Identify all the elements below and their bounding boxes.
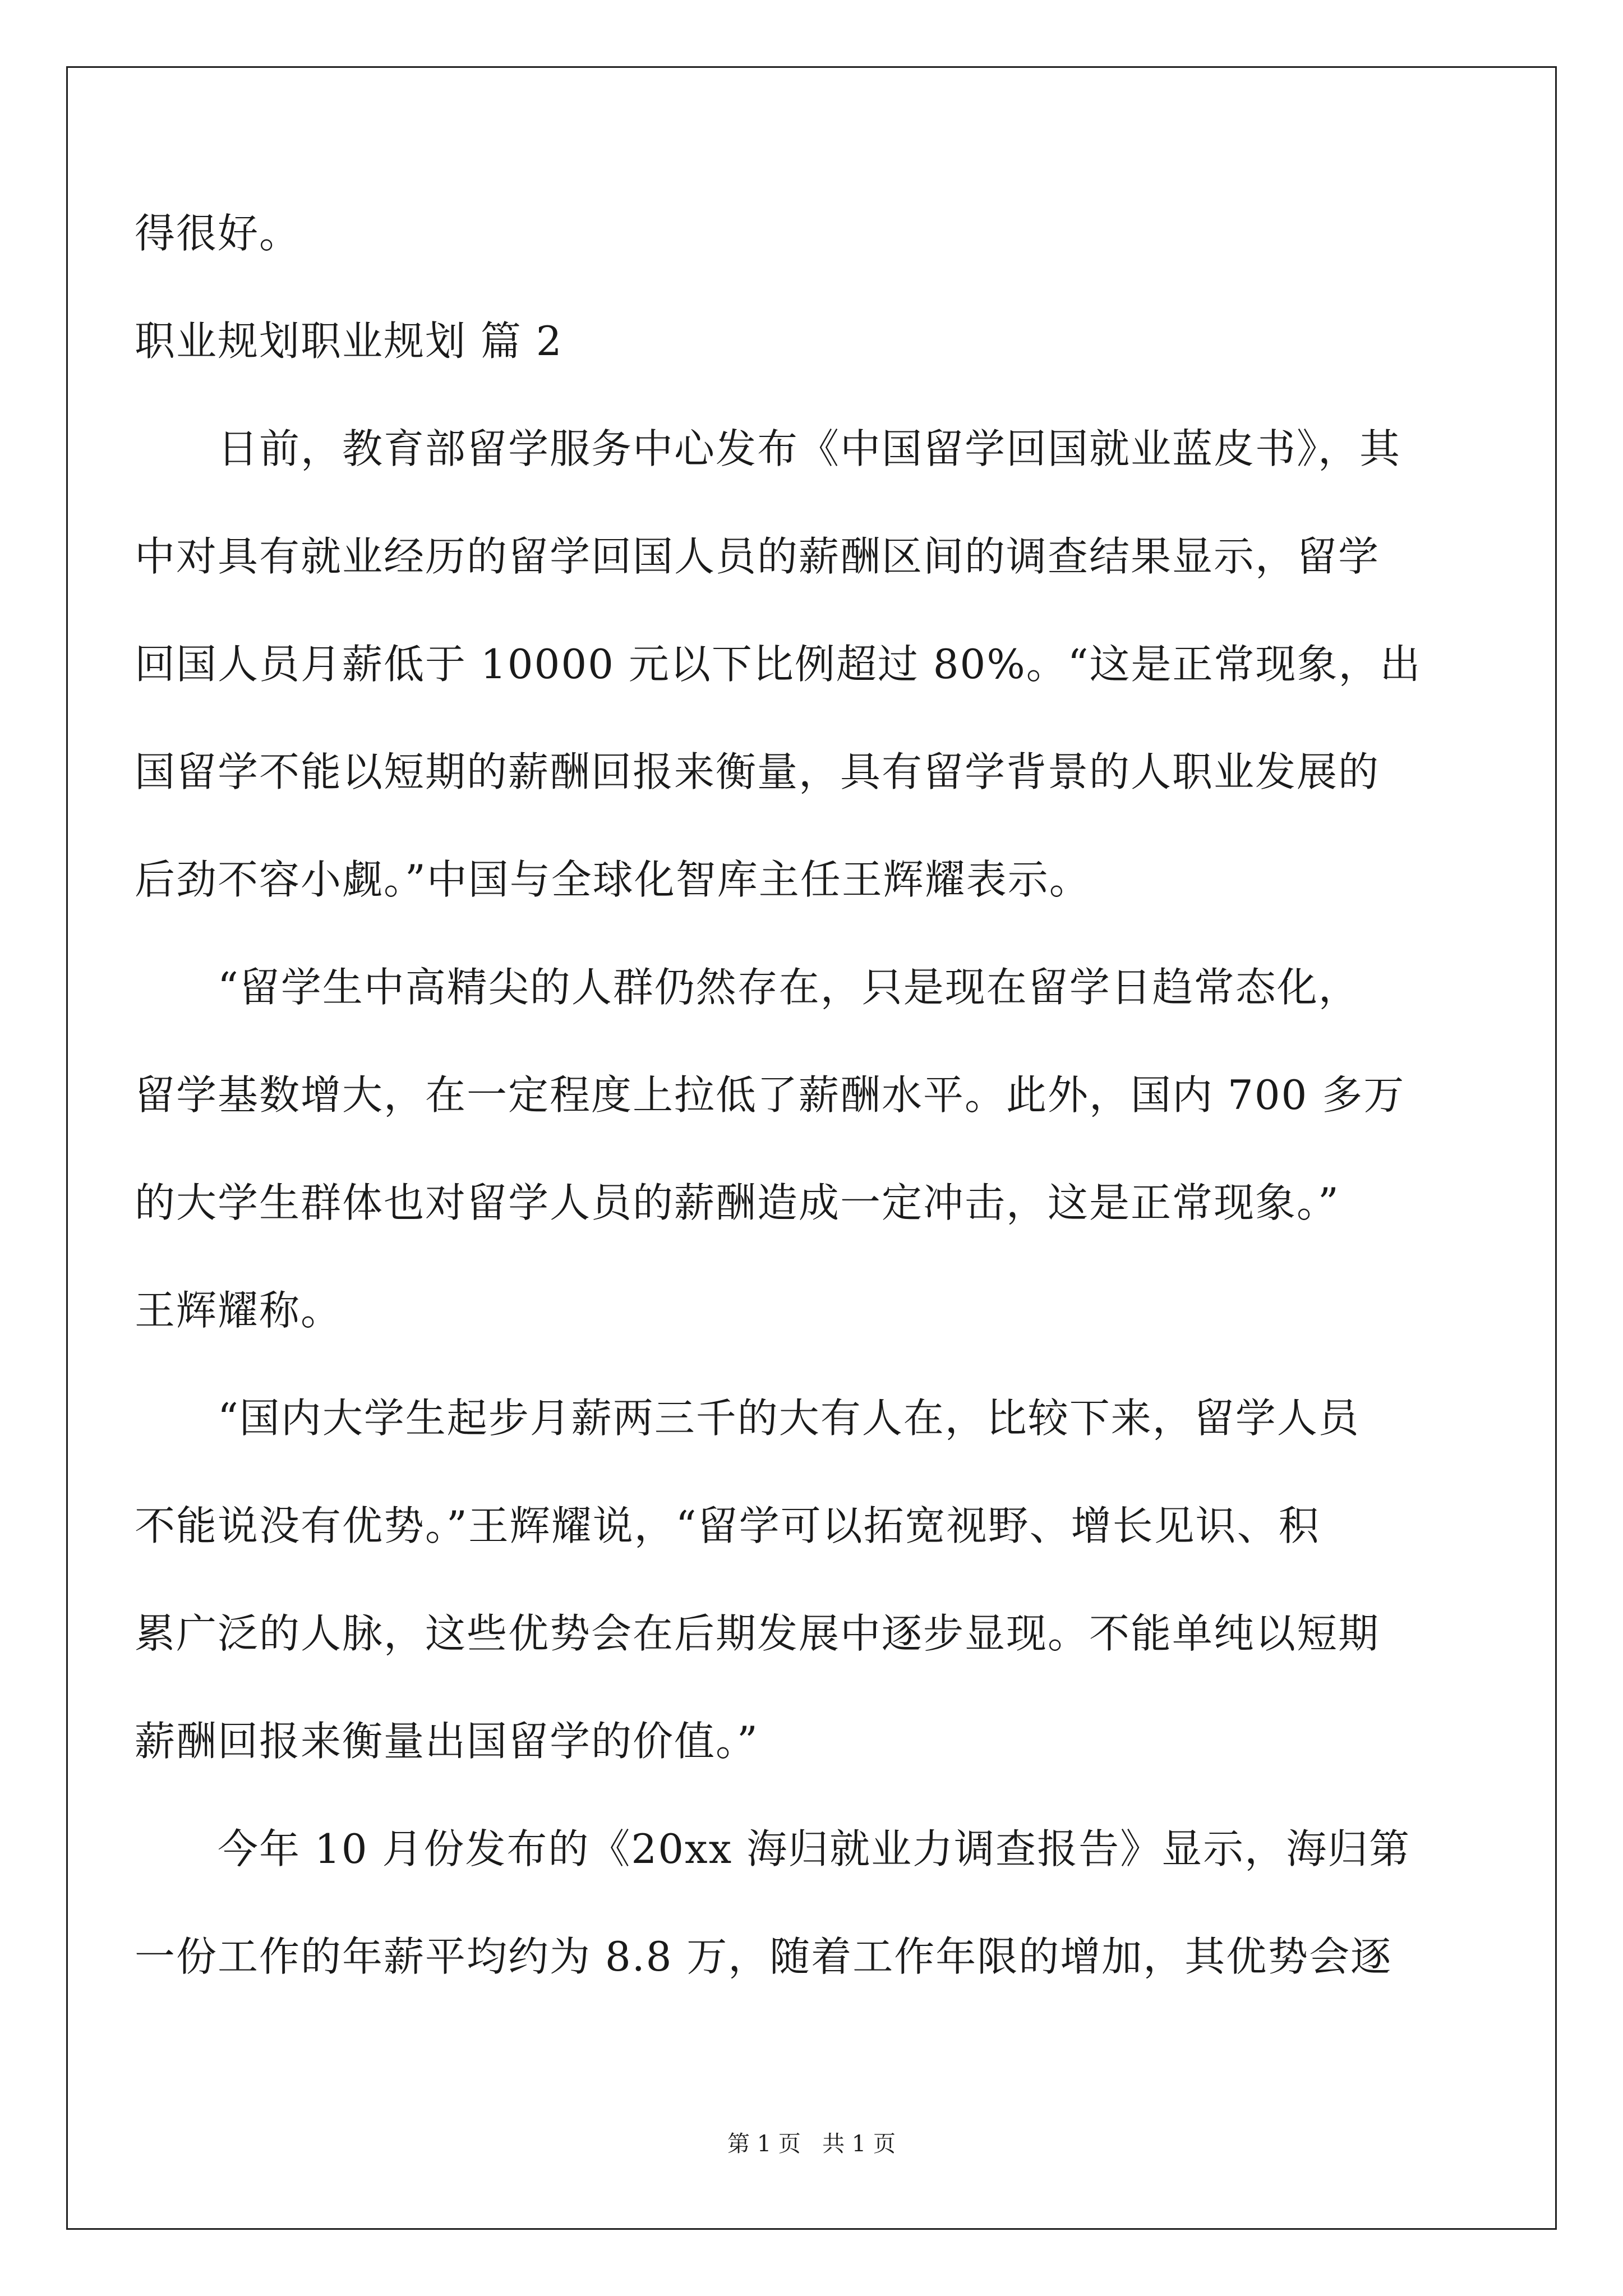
page-footer: 第 1 页 共 1 页 — [727, 2131, 896, 2157]
text-line-6: 国留学不能以短期的薪酬回报来衡量，具有留学背景的人职业发展的 — [135, 748, 1380, 795]
text-line-17: 一份工作的年薪平均约为 8.8 万，随着工作年限的增加，其优势会逐 — [135, 1933, 1393, 1980]
text-line-8: “留学生中高精尖的人群仍然存在，只是现在留学日趋常态化， — [218, 964, 1360, 1011]
text-line-13: 不能说没有优势。”王辉耀说，“留学可以拓宽视野、增长见识、积 — [135, 1502, 1320, 1549]
text-line-11: 王辉耀称。 — [135, 1287, 343, 1334]
text-line-4: 中对具有就业经历的留学回国人员的薪酬区间的调查结果显示，留学 — [135, 533, 1380, 580]
text-line-5: 回国人员月薪低于 10000 元以下比例超过 80%。“这是正常现象，出 — [135, 641, 1422, 688]
section-heading: 职业规划职业规划 篇 2 — [135, 318, 563, 365]
text-line-9: 留学基数增大，在一定程度上拉低了薪酬水平。此外，国内 700 多万 — [135, 1071, 1405, 1119]
text-line-7: 后劲不容小觑。”中国与全球化智库主任王辉耀表示。 — [135, 856, 1091, 903]
text-line-15: 薪酬回报来衡量出国留学的价值。” — [135, 1718, 759, 1765]
text-line-14: 累广泛的人脉，这些优势会在后期发展中逐步显现。不能单纯以短期 — [135, 1610, 1380, 1657]
document-body — [135, 210, 1481, 2044]
text-line-16: 今年 10 月份发布的《20xx 海归就业力调查报告》显示，海归第 — [218, 1825, 1411, 1872]
text-line-1: 得很好。 — [135, 210, 301, 257]
text-line-12: “国内大学生起步月薪两三千的大有人在，比较下来，留学人员 — [218, 1395, 1360, 1442]
text-line-3: 日前，教育部留学服务中心发布《中国留学回国就业蓝皮书》，其 — [218, 425, 1401, 472]
text-line-10: 的大学生群体也对留学人员的薪酬造成一定冲击，这是正常现象。” — [135, 1179, 1340, 1226]
